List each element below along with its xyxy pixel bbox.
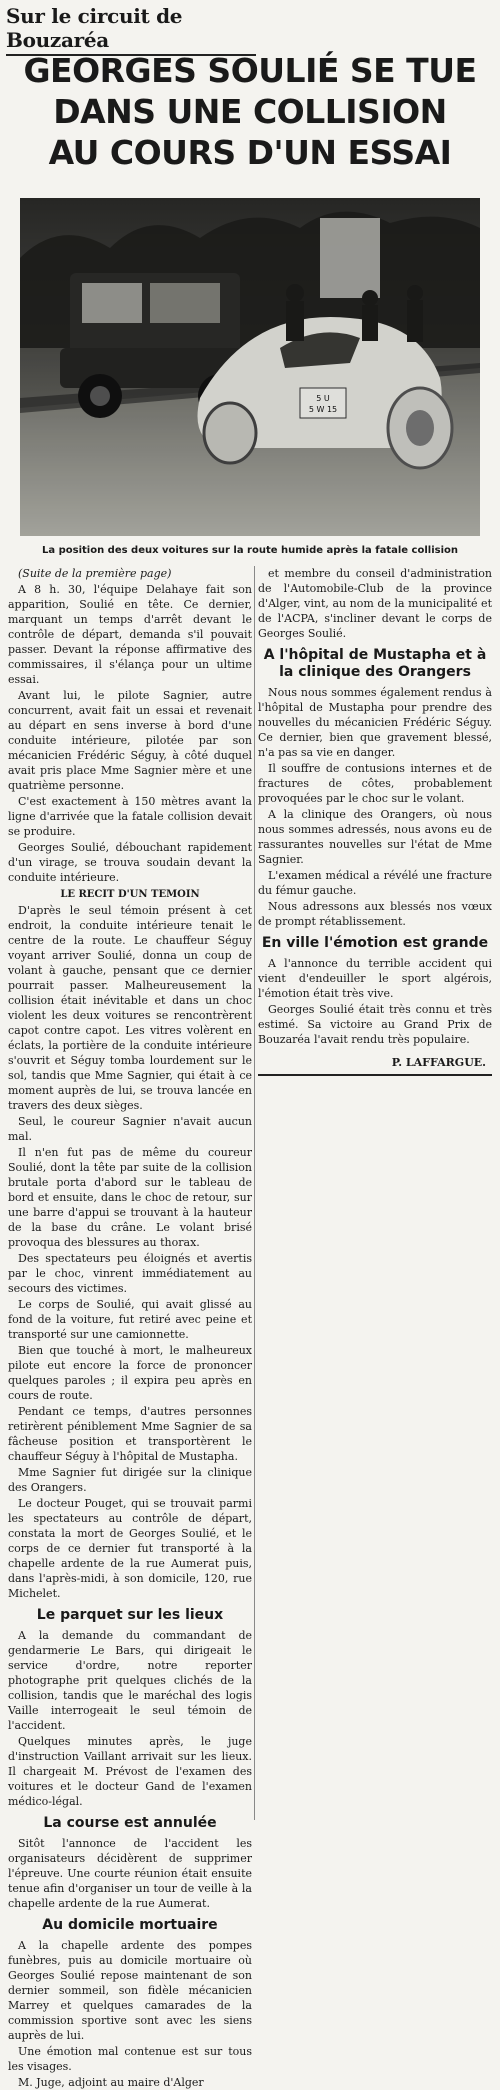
article-column-left <box>8 566 252 2089</box>
plate-line-1: 5 U <box>316 394 330 403</box>
paragraph: Des spectateurs peu éloignés et avertis par le choc, vinrent immédiatement au secours des victimes. <box>8 1252 252 1295</box>
paragraph: Georges Soulié était très connu et très estimé. Sa victoire au Grand Prix de Bouzaréa l'avait rendu très populaire. <box>258 1003 492 1046</box>
accident-photo <box>20 198 480 536</box>
plate-line-2: 5 W 15 <box>308 405 338 414</box>
headline-line-2: DANS UNE COLLISION <box>53 92 447 131</box>
paragraph: Sitôt l'annonce de l'accident les organisateurs décidèrent de supprimer l'épreuve. Une courte réunion était ensuite tenue afin d'organiser un tour de veille à la chapelle ardente de la rue Aumerat. <box>8 1837 252 1910</box>
section-kicker: Sur le circuit de Bouzaréa <box>6 4 256 56</box>
paragraph: Il souffre de contusions internes et de fractures de côtes, probablement provoquées par le choc sur le volant. <box>258 762 492 805</box>
subheading-course: La course est annulée <box>43 1815 217 1831</box>
subheading-recit: LE RECIT D'UN TEMOIN <box>60 889 200 900</box>
paragraph: A la demande du commandant de gendarmerie Le Bars, qui dirigeait le service d'ordre, notre reporter photographe prit quelques clichés de la collision, tandis que le maréchal des logis Vaille interrogeait le seul témoin de l'accident. <box>8 1629 252 1732</box>
subheading-ville: En ville l'émotion est grande <box>261 935 489 951</box>
paragraph: A la chapelle ardente des pompes funèbres, puis au domicile mortuaire où Georges Soulié repose maintenant de son dernier sommeil, son fidèle mécanicien Marrey et quelques camarades de la commission sportive sont avec les siens auprès de lui. <box>8 1939 252 2042</box>
paragraph: Le corps de Soulié, qui avait glissé au fond de la voiture, fut retiré avec peine et transporté sur une camionnette. <box>8 1298 252 1341</box>
paragraph: A la clinique des Orangers, où nous nous sommes adressés, nous avons eu de rassurantes nouvelles sur l'état de Mme Sagnier. <box>258 808 492 866</box>
paragraph: C'est exactement à 150 mètres avant la ligne d'arrivée que la fatale collision devait se produire. <box>8 795 252 838</box>
continuation-note: (Suite de la première page) <box>18 567 172 580</box>
paragraph: Georges Soulié, débouchant rapidement d'un virage, se trouva soudain devant la conduite intérieure. <box>8 841 252 884</box>
paragraph: Avant lui, le pilote Sagnier, autre concurrent, avait fait un essai et revenait au départ en sens inverse à bord d'une conduite intérieure, pilotée par son mécanicien Frédéric Séguy, à côté duquel avait pris place Mme Sagnier mère et une quatrième personne. <box>8 689 252 792</box>
paragraph: Mme Sagnier fut dirigée sur la clinique des Orangers. <box>8 1466 252 1494</box>
headline-line-3: AU COURS D'UN ESSAI <box>48 133 452 172</box>
paragraph: Seul, le coureur Sagnier n'avait aucun mal. <box>8 1115 252 1143</box>
paragraph: Le docteur Pouget, qui se trouvait parmi les spectateurs au contrôle de départ, constata la mort de Georges Soulié, et le corps de ce dernier fut transporté à la chapelle ardente de la rue Aumerat puis, dans l'après-midi, à son domicile, 120, rue Michelet. <box>8 1497 252 1600</box>
paragraph: D'après le seul témoin présent à cet endroit, la conduite intérieure tenait le centre de la route. Le chauffeur Séguy voyant arriver Soulié, donna un coup de volant à gauche, pensant que ce dernier pourrait passer. Malheureusement la collision était inévitable et dans un choc violent les deux voitures se rencontrèrent capot contre capot. Les vitres volèrent en éclats, la portière de la conduite intérieure s'ouvrit et Séguy tomba lourdement sur le sol, tandis que Mme Sagnier, qui était à ce moment auprès de lui, se trouva lancée en travers des deux sièges. <box>8 904 252 1112</box>
paragraph: Pendant ce temps, d'autres personnes retirèrent péniblement Mme Sagnier de sa fâcheuse position et transportèrent le chauffeur Séguy à l'hôpital de Mustapha. <box>8 1405 252 1463</box>
headline <box>6 50 494 173</box>
paragraph: Quelques minutes après, le juge d'instruction Vaillant arrivait sur les lieux. Il chargeait M. Prévost de l'examen des voitures et le docteur Gand de l'examen médico-légal. <box>8 1735 252 1808</box>
photo-caption: La position des deux voitures sur la route humide après la fatale collision <box>41 545 458 556</box>
article-column-right <box>258 566 492 1076</box>
paragraph: et membre du conseil d'administration de l'Automobile-Club de la province d'Alger, vint, au nom de la municipalité et de l'ACPA, s'incliner devant le corps de Georges Soulié. <box>258 567 492 640</box>
author-signature: P. LAFFARGUE. <box>391 1056 486 1069</box>
paragraph: Il n'en fut pas de même du coureur Soulié, dont la tête par suite de la collision brutale porta d'abord sur le tableau de bord et ensuite, dans le choc de retour, sur une barre d'appui se trouvant à la hauteur de la base du crâne. Le volant brisé provoqua des blessures au thorax. <box>8 1146 252 1249</box>
subheading-parquet: Le parquet sur les lieux <box>36 1607 224 1623</box>
paragraph: A 8 h. 30, l'équipe Delahaye fait son apparition, Soulié en tête. Ce dernier, marquant un temps d'arrêt devant le contrôle de départ, demanda s'il pouvait passer. Devant la réponse affirmative des commissaires, il s'élança pour un ultime essai. <box>8 583 252 686</box>
paragraph: Une émotion mal contenue est sur tous les visages. <box>8 2045 252 2073</box>
subheading-domicile: Au domicile mortuaire <box>42 1917 218 1933</box>
paragraph: Nous adressons aux blessés nos vœux de prompt rétablissement. <box>258 900 492 928</box>
headline-line-1: GEORGES SOULIÉ SE TUE <box>23 51 477 90</box>
signature-rule <box>258 1074 492 1076</box>
subheading-hopital: A l'hôpital de Mustapha et à la clinique des Orangers <box>263 647 487 680</box>
paragraph: Bien que touché à mort, le malheureux pilote eut encore la force de prononcer quelques paroles ; il expira peu après en cours de route. <box>8 1344 252 1402</box>
paragraph: L'examen médical a révélé une fracture du fémur gauche. <box>258 869 492 897</box>
column-divider <box>254 566 255 1820</box>
paragraph: Nous nous sommes également rendus à l'hôpital de Mustapha pour prendre des nouvelles du mécanicien Frédéric Séguy. Ce dernier, bien que gravement blessé, n'a pas sa vie en danger. <box>258 686 492 759</box>
accident-photo-illustration <box>20 198 480 536</box>
paragraph: M. Juge, adjoint au maire d'Alger <box>18 2076 204 2089</box>
paragraph: A l'annonce du terrible accident qui vient d'endeuiller le sport algérois, l'émotion était très vive. <box>258 957 492 1000</box>
